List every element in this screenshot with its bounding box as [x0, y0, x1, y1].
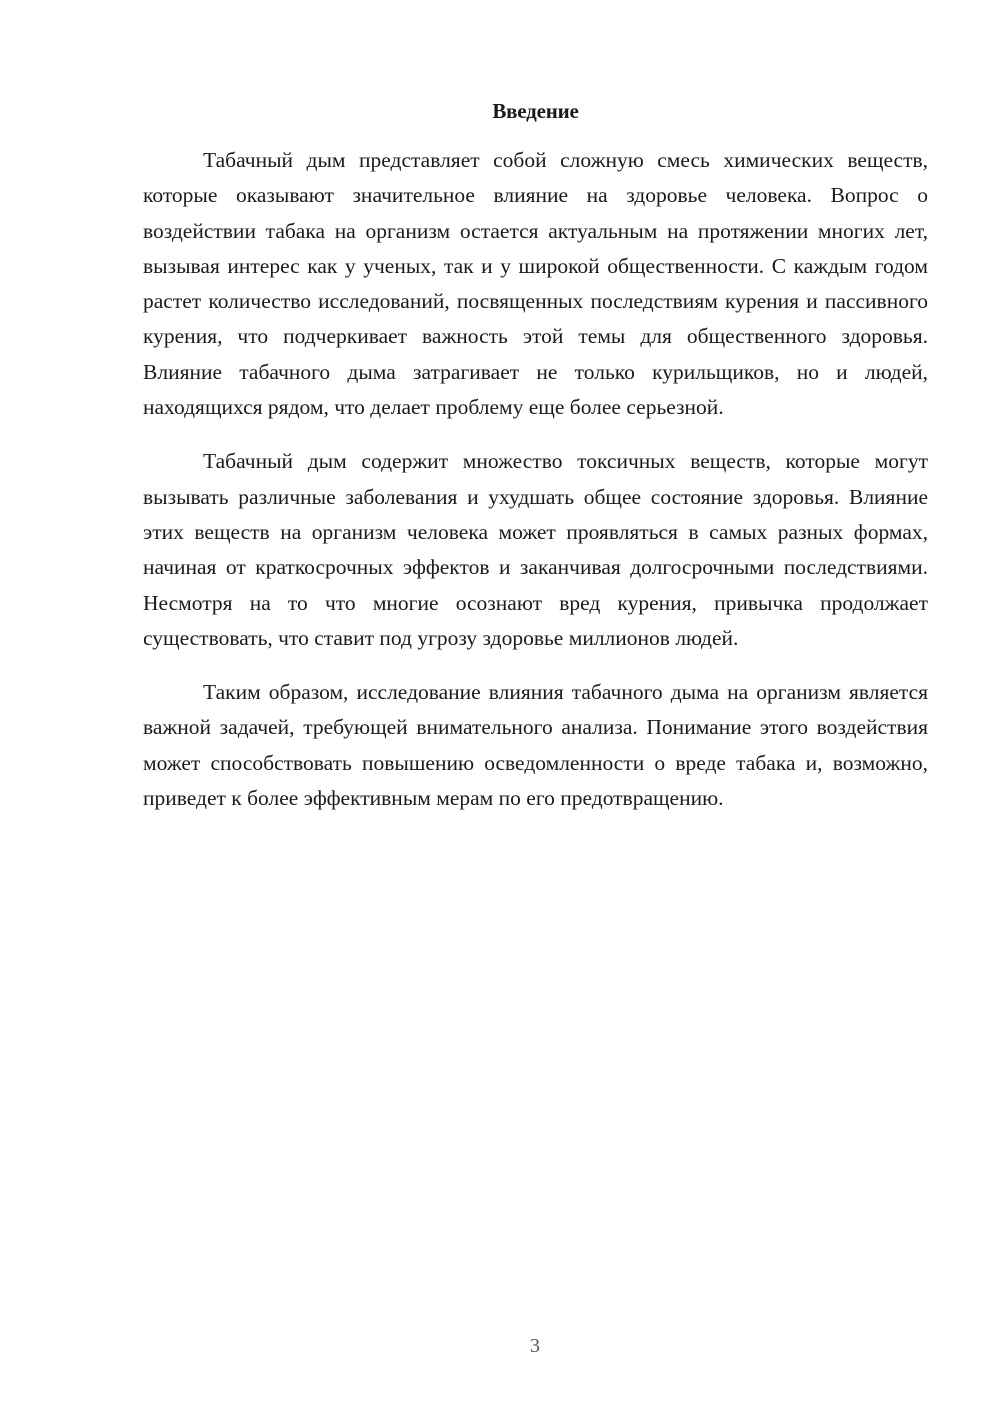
page-number: 3: [530, 1335, 540, 1357]
section-heading: Введение: [492, 99, 579, 123]
paragraph-2: Табачный дым содержит множество токсичных веществ, которые могут вызывать различные заболевания и ухудшать общее состояние здоровья. Влияние этих веществ на организм человека может проявляться в самых разных формах, начиная от краткосрочных эффектов и заканчивая долгосрочными последствиями. Несмотря на то что многие осознают вред курения, привычка продолжает существовать, что ставит под угрозу здоровье миллионов людей.: [143, 449, 928, 650]
paragraph-3: Таким образом, исследование влияния табачного дыма на организм является важной задачей, требующей внимательного анализа. Понимание этого воздействия может способствовать повышению осведомленности о вреде табака и, возможно, приведет к более эффективным мерам по его предотвращению.: [143, 680, 928, 811]
paragraph-1: Табачный дым представляет собой сложную смесь химических веществ, которые оказывают значительное влияние на здоровье человека. Вопрос о воздействии табака на организм остается актуальным на протяжении многих лет, вызывая интерес как у ученых, так и у широкой общественности. С каждым годом растет количество исследований, посвященных последствиям курения и пассивного курения, что подчеркивает важность этой темы для общественного здоровья. Влияние табачного дыма затрагивает не только курильщиков, но и людей, находящихся рядом, что делает проблему еще более серьезной.: [143, 148, 928, 420]
